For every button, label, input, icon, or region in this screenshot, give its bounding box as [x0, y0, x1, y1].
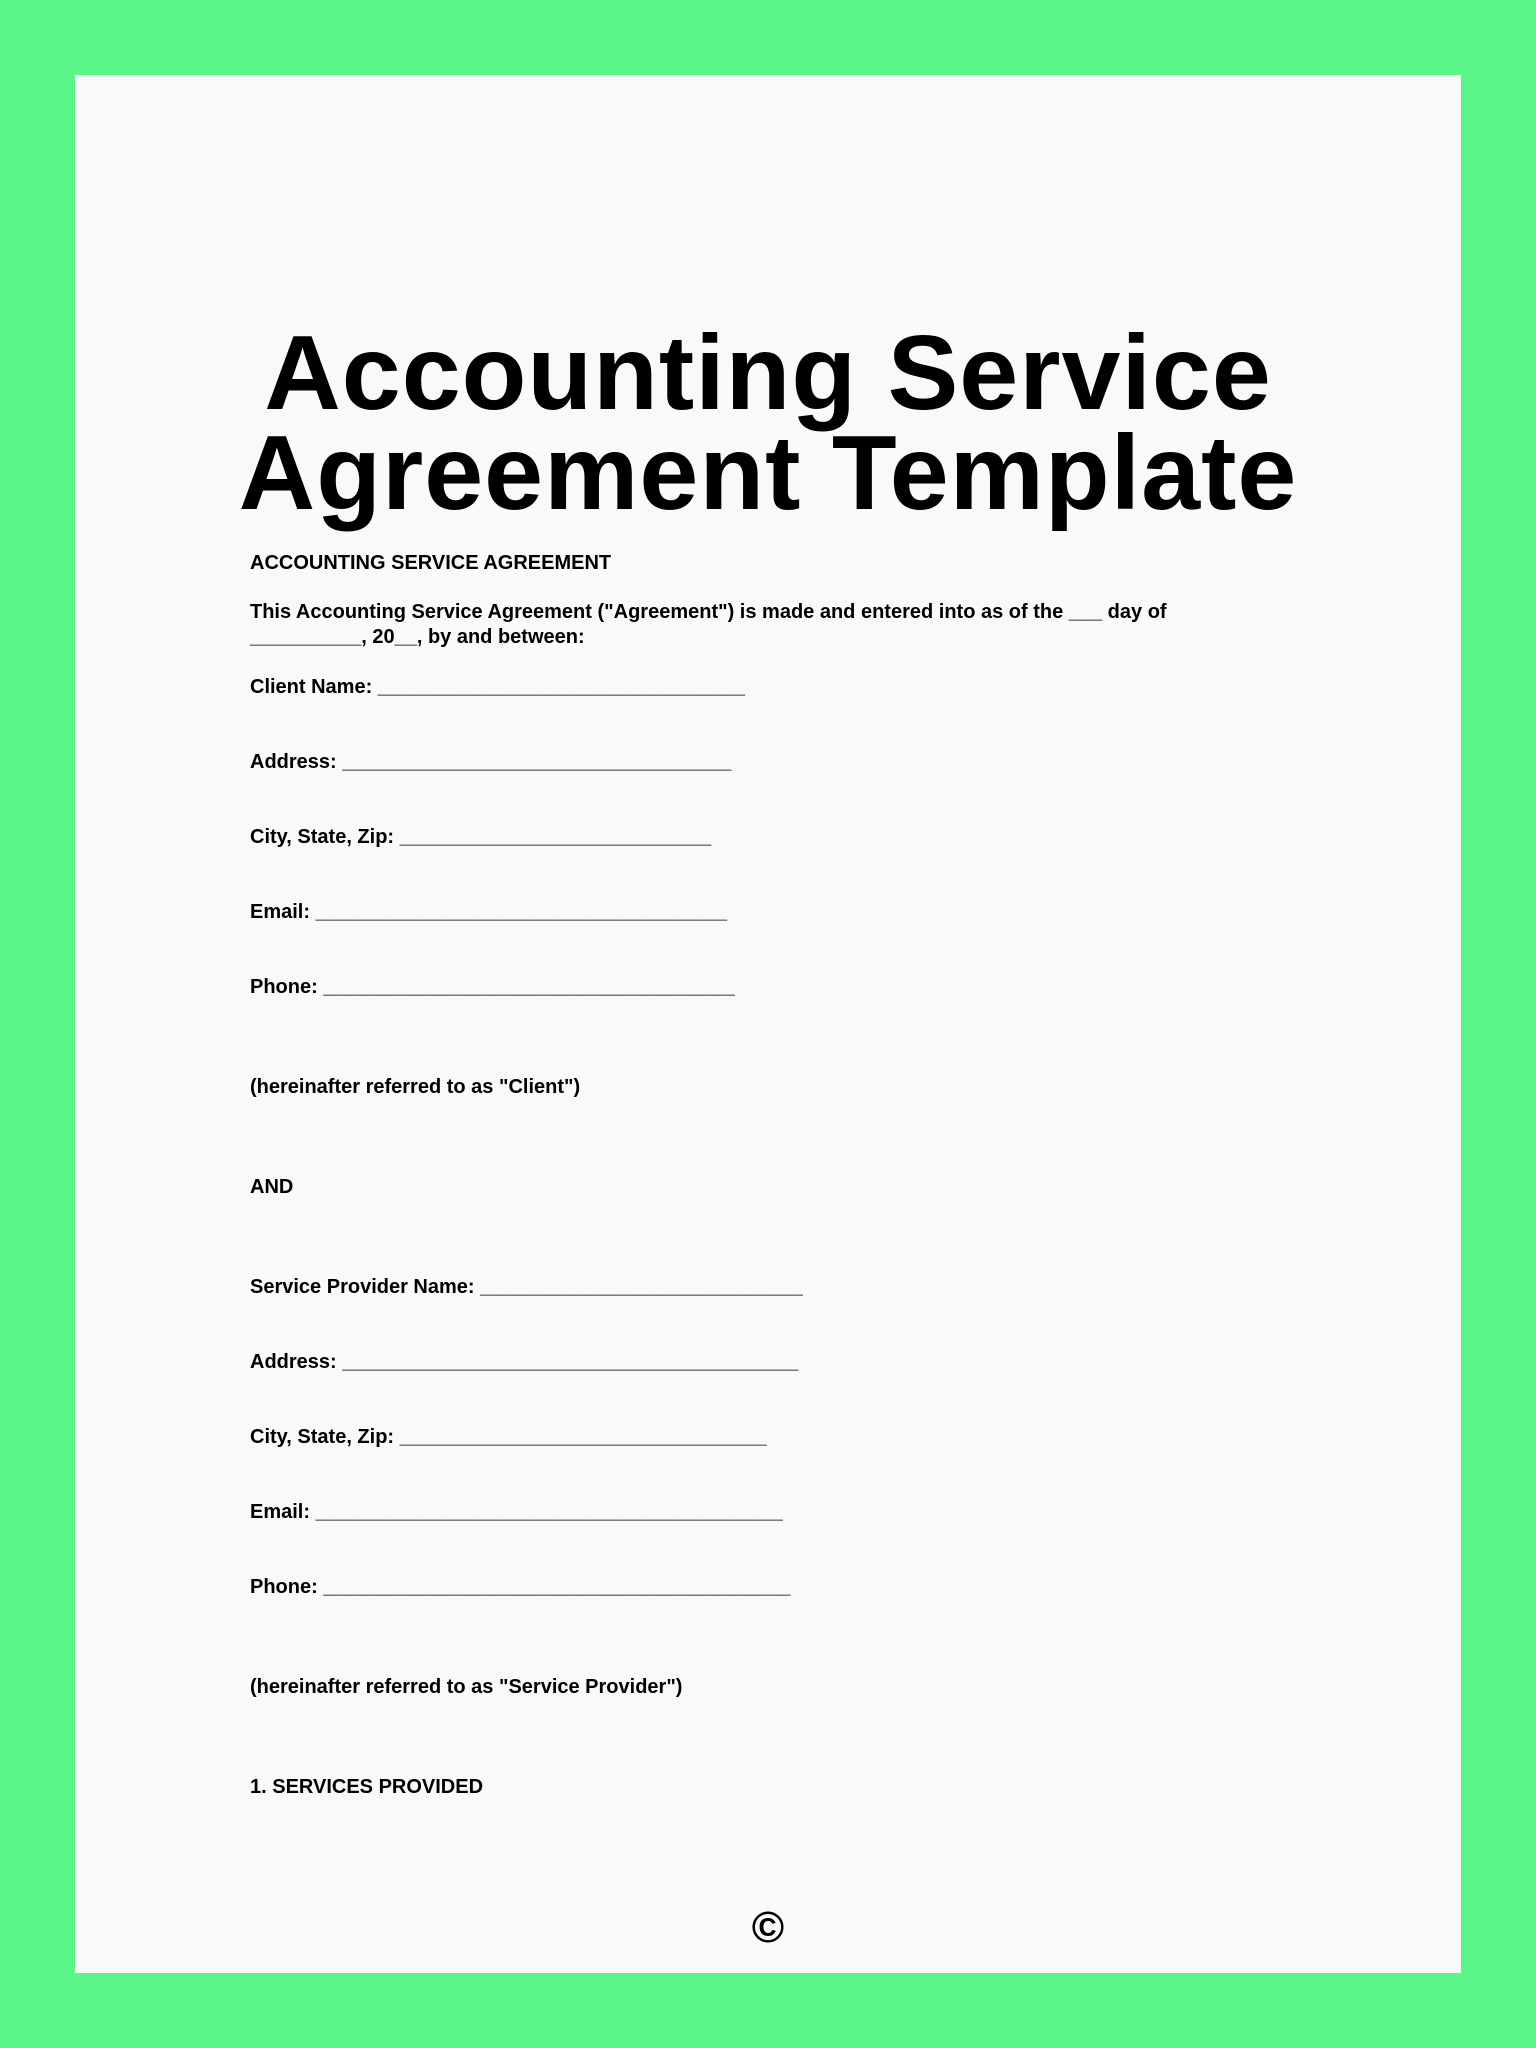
client-referred-text: (hereinafter referred to as "Client")	[250, 1076, 581, 1098]
and-label: AND	[250, 1176, 294, 1198]
client-name-field: Client Name: _________________________________	[250, 676, 745, 698]
client-address-field: Address: ___________________________________	[250, 751, 732, 773]
document-title	[75, 314, 1461, 532]
provider-city-field: City, State, Zip: _________________________________	[250, 1426, 767, 1448]
client-phone-field: Phone: _____________________________________	[250, 976, 735, 998]
section-1-heading: 1. SERVICES PROVIDED	[250, 1776, 484, 1798]
agreement-heading: ACCOUNTING SERVICE AGREEMENT	[250, 552, 612, 574]
provider-address-field: Address: _________________________________________	[250, 1351, 799, 1373]
intro-line-2: __________, 20__, by and between:	[250, 626, 585, 648]
client-email-field: Email: _____________________________________	[250, 901, 728, 923]
title-line-2: Agreement Template	[238, 414, 1298, 532]
client-city-field: City, State, Zip: ____________________________	[250, 826, 712, 848]
document-page	[75, 75, 1461, 1973]
provider-referred-text: (hereinafter referred to as "Service Provider")	[250, 1676, 683, 1698]
copyright-icon: ©	[751, 1903, 785, 1952]
provider-email-field: Email: __________________________________________	[250, 1501, 783, 1523]
provider-name-field: Service Provider Name: _____________________________	[250, 1276, 803, 1298]
title-line-1: Accounting Service	[264, 314, 1272, 432]
intro-line-1: This Accounting Service Agreement ("Agreement") is made and entered into as of the ___ day of	[250, 601, 1167, 623]
provider-phone-field: Phone: __________________________________________	[250, 1576, 791, 1598]
